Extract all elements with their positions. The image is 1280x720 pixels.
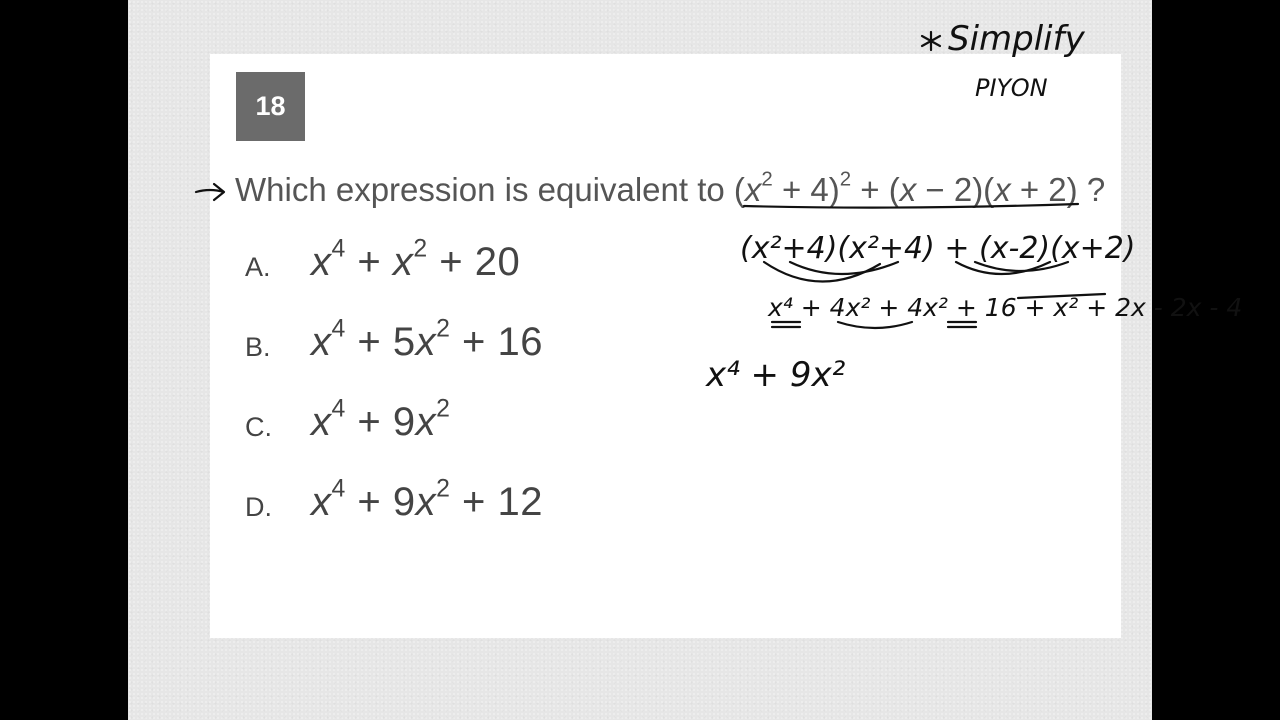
step-expand: (x²+4)(x²+4) + (x-2)(x+2) xyxy=(740,231,1136,266)
step-products: x⁴ + 4x² + 4x² + 16 + x² + 2x - 2x - 4 xyxy=(768,293,1243,322)
question-mark: ? xyxy=(1086,171,1106,208)
choice-letter: B. xyxy=(245,332,271,362)
step-result: x⁴ + 9x² xyxy=(706,355,846,395)
question-expression: $(x^2 + 4)^2 + (x - 2)(x + 2)$ xyxy=(733,167,1078,208)
choice-letter: A. xyxy=(245,252,271,282)
note-simplify: Simplify xyxy=(948,19,1085,59)
choice-letter: D. xyxy=(245,492,272,522)
question-number-badge: 18 xyxy=(236,72,305,141)
choice-expression: $x^4 + 9x^2 + 12$ xyxy=(311,475,544,524)
question-text: Which expression is equivalent to xyxy=(235,171,725,208)
choice-expression: $x^4 + 5x^2 + 16$ xyxy=(311,315,544,364)
choice-expression: $x^4 + 9x^2$ xyxy=(311,395,451,444)
choice-expression: $x^4 + x^2 + 20$ xyxy=(311,235,521,284)
note-method: PIYON xyxy=(975,74,1048,102)
choice-letter: C. xyxy=(245,412,272,442)
question-prompt xyxy=(235,168,1105,212)
